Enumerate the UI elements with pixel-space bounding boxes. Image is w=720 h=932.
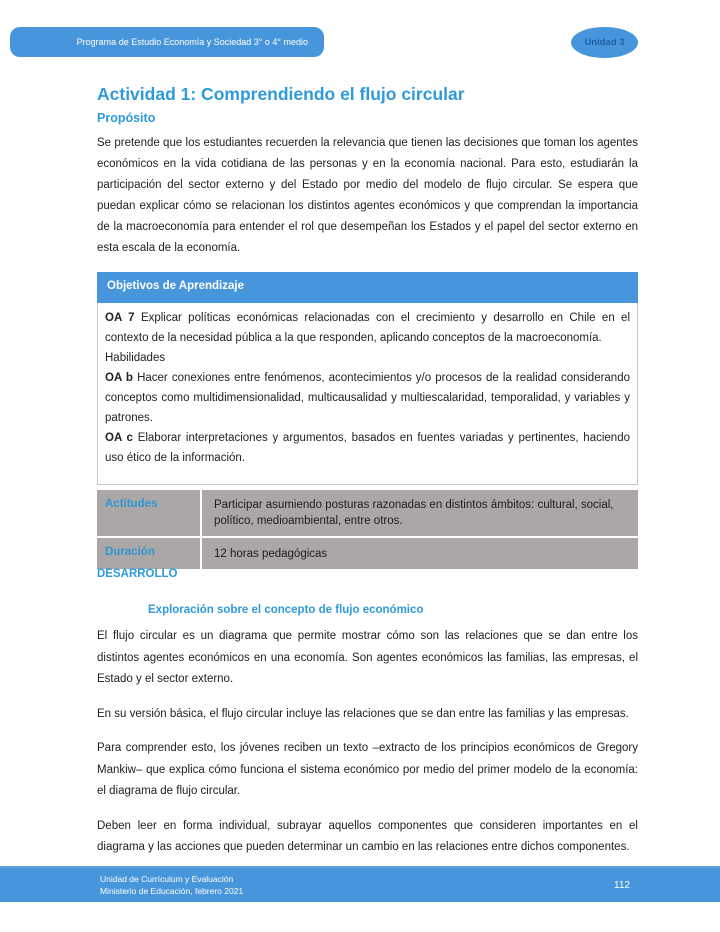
objective-oa7-label: OA 7 xyxy=(105,312,135,324)
page-title: Actividad 1: Comprendiendo el flujo circular xyxy=(97,84,465,104)
duracion-value: 12 horas pedagógicas xyxy=(202,538,638,569)
footer-bar xyxy=(0,866,720,902)
program-header-label: Programa de Estudio Economía y Sociedad 3° o 4° medio xyxy=(76,37,308,47)
objective-oac-label: OA c xyxy=(105,432,133,444)
footer-line-2: Ministerio de Educación, febrero 2021 xyxy=(100,886,244,896)
exploracion-subheading: Exploración sobre el concepto de flujo económico xyxy=(148,604,424,616)
objectives-table xyxy=(97,272,638,569)
objective-oab-text: Hacer conexiones entre fenómenos, acontecimientos y/o procesos de la realidad considerando conceptos como multidimensionalidad, multicausalidad y multiescalaridad, temporalidad, y variables y patrones. xyxy=(105,372,630,424)
habilidades-label: Habilidades xyxy=(105,352,166,364)
desarrollo-body xyxy=(97,626,638,872)
unit-badge-label: Unidad 3 xyxy=(584,37,625,48)
proposito-heading: Propósito xyxy=(97,111,156,125)
objective-oa7-text: Explicar políticas económicas relacionadas con el crecimiento y desarrollo en Chile en el contexto de la necesidad pública a la que responden, aplicando conceptos de la macroeconomía. xyxy=(105,312,631,344)
objective-oac-text: Elaborar interpretaciones y argumentos, basados en fuentes variadas y pertinentes, haciendo uso ético de la información. xyxy=(105,432,630,464)
actitudes-label: Actitudes xyxy=(97,490,200,536)
objective-oab-label: OA b xyxy=(105,372,133,384)
proposito-paragraph: Se pretende que los estudiantes recuerden la relevancia que tienen las decisiones que toman los agentes económicos en la vida cotidiana de las personas y en la economía nacional. Para esto, estudiarán la participación del sector externo y del Estado por medio del modelo de flujo circular. Se espera que puedan explicar cómo se relacionan los distintos agentes económicos y que comprendan la importancia de la macroeconomía para entender el rol que desempeñan los Estados y el papel del sector externo en esta escala de la economía. xyxy=(97,137,638,254)
desarrollo-paragraph-4: Deben leer en forma individual, subrayar aquellos componentes que consideren importantes en el diagrama y las acciones que pueden determinar un cambio en las relaciones entre dichos componentes. xyxy=(97,819,638,853)
page-number: 112 xyxy=(614,879,630,891)
actitudes-row xyxy=(97,490,638,536)
footer-publisher xyxy=(100,873,243,897)
unit-badge xyxy=(571,27,638,58)
duracion-row xyxy=(97,538,638,569)
desarrollo-paragraph-2: En su versión básica, el flujo circular incluye las relaciones que se dan entre las familias y las empresas. xyxy=(97,707,629,720)
desarrollo-paragraph-3: Para comprender esto, los jóvenes reciben un texto –extracto de los principios económicos de Gregory Mankiw– que explica cómo funciona el sistema económico por medio del primer modelo de la economía: el diagrama de flujo circular. xyxy=(97,742,638,797)
objective-oa7 xyxy=(105,308,630,348)
footer-line-1: Unidad de Currículum y Evaluación xyxy=(100,874,234,884)
desarrollo-heading: DESARROLLO xyxy=(97,568,178,580)
objectives-table-body xyxy=(97,303,638,485)
objective-oac xyxy=(105,428,630,468)
actitudes-value: Participar asumiendo posturas razonadas en distintos ámbitos: cultural, social, político, medioambiental, entre otros. xyxy=(202,490,638,536)
objectives-table-header: Objetivos de Aprendizaje xyxy=(97,272,638,303)
desarrollo-paragraph-1: El flujo circular es un diagrama que permite mostrar cómo son las relaciones que se dan entre los distintos agentes económicos en una economía. Son agentes económicos las familias, las empresas, el Estado y el sector externo. xyxy=(97,630,638,685)
objective-oab xyxy=(105,368,630,428)
duracion-label: Duración xyxy=(97,538,200,569)
program-header-bar xyxy=(10,27,324,57)
